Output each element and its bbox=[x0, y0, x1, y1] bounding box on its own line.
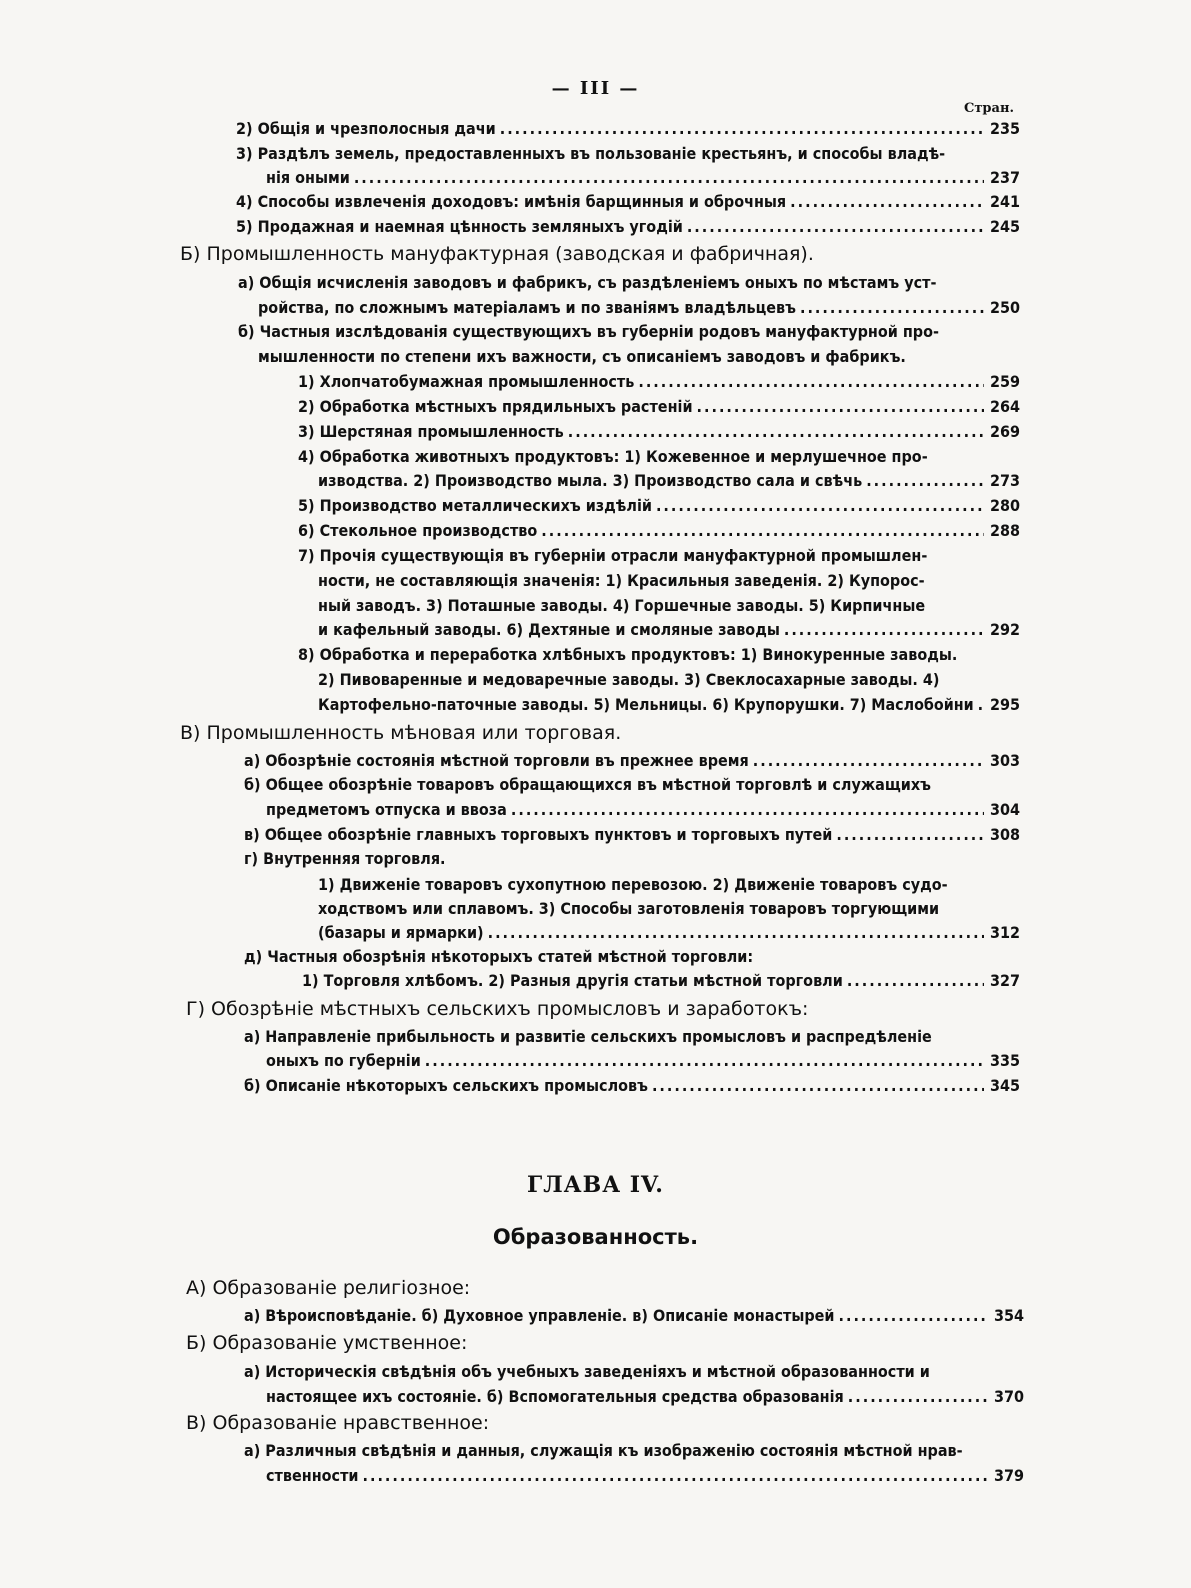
toc-entry-text: г) Внутренняя торговля. bbox=[244, 849, 446, 868]
section-heading: Б) Образованіе умственное: bbox=[186, 1332, 468, 1354]
toc-entry-text: ности, не составляющія значенія: 1) Красильныя заведенія. 2) Купорос- bbox=[318, 571, 925, 590]
chapter-subtitle: Образованность. bbox=[492, 1225, 699, 1249]
toc-entry-text: 8) Обработка и переработка хлѣбныхъ продуктовъ: 1) Винокуренные заводы. bbox=[298, 645, 958, 664]
toc-entry-text: 3) Раздѣлъ земель, предоставленныхъ въ пользованіе крестьянъ, и способы владѣ- bbox=[236, 144, 946, 163]
toc-entry: ройства, по сложнымъ матеріаламъ и по званіямъ владѣльцевъ ..... 250 bbox=[258, 297, 1020, 319]
toc-entry: а) Вѣроисповѣданіе. б) Духовное управленіе. в) Описаніе монастырей ..... 354 bbox=[244, 1305, 1024, 1327]
section-heading: В) Образованіе нравственное: bbox=[186, 1412, 490, 1434]
toc-entry-text: а) Направленіе прибыльность и развитіе сельскихъ промысловъ и распредѣленіе bbox=[244, 1027, 932, 1046]
toc-entry: нія оными ..... 237 bbox=[266, 167, 1020, 189]
toc-entry: а) Обозрѣніе состоянія мѣстной торговли въ прежнее время ..... 303 bbox=[244, 750, 1020, 772]
pages-column-label: Стран. bbox=[964, 101, 1014, 116]
toc-entry: ственности ..... 379 bbox=[266, 1465, 1024, 1487]
toc-entry-text: ный заводъ. 3) Поташные заводы. 4) Горшечные заводы. 5) Кирпичные bbox=[318, 596, 926, 615]
toc-entry-text: 2) Пивоваренные и медоваречные заводы. 3) Свеклосахарные заводы. 4) bbox=[318, 670, 940, 689]
toc-entry-text: 1) Движеніе товаровъ сухопутною перевозою. 2) Движеніе товаровъ судо- bbox=[318, 875, 948, 894]
toc-entry: 1) Торговля хлѣбомъ. 2) Разныя другія статьи мѣстной торговли ..... 327 bbox=[302, 970, 1020, 992]
toc-entry: 5) Продажная и наемная цѣнность земляныхъ угодій ..... 245 bbox=[236, 216, 1020, 238]
toc-entry-text: мышленности по степени ихъ важности, съ описаніемъ заводовъ и фабрикъ. bbox=[258, 347, 906, 366]
toc-entry-text: 7) Прочія существующія въ губерніи отрасли мануфактурной промышлен- bbox=[298, 546, 928, 565]
section-heading: А) Образованіе религіозное: bbox=[186, 1277, 471, 1299]
section-heading: В) Промышленность мѣновая или торговая. bbox=[180, 722, 622, 744]
section-heading: Б) Промышленность мануфактурная (заводская и фабричная). bbox=[180, 243, 814, 265]
toc-entry: 5) Производство металлическихъ издѣлій ..... 280 bbox=[298, 495, 1020, 517]
toc-entry: настоящее ихъ состояніе. б) Вспомогательныя средства образованія ..... 370 bbox=[266, 1386, 1024, 1408]
toc-entry-text: ходствомъ или сплавомъ. 3) Способы заготовленія товаровъ торгующими bbox=[318, 899, 940, 918]
toc-entry-text: б) Общее обозрѣніе товаровъ обращающихся въ мѣстной торговлѣ и служащихъ bbox=[244, 775, 931, 794]
toc-entry: 2) Обработка мѣстныхъ прядильныхъ растеній ..... 264 bbox=[298, 396, 1020, 418]
chapter-title: ГЛАВА IV. bbox=[527, 1172, 664, 1198]
toc-entry: изводства. 2) Производство мыла. 3) Производство сала и свѣчь ..... 273 bbox=[318, 470, 1020, 492]
toc-entry-text: б) Частныя изслѣдованія существующихъ въ губерніи родовъ мануфактурной про- bbox=[238, 322, 939, 341]
toc-entry-text: д) Частныя обозрѣнія нѣкоторыхъ статей мѣстной торговли: bbox=[244, 947, 754, 966]
toc-entry: (базары и ярмарки) ..... 312 bbox=[318, 922, 1020, 944]
section-heading: Г) Обозрѣніе мѣстныхъ сельскихъ промысловъ и заработокъ: bbox=[186, 998, 809, 1020]
toc-entry: Картофельно-паточные заводы. 5) Мельницы. 6) Крупорушки. 7) Маслобойни ..... 295 bbox=[318, 694, 1020, 716]
toc-entry: 1) Хлопчатобумажная промышленность ..... 259 bbox=[298, 371, 1020, 393]
page-number: — III — bbox=[551, 78, 640, 99]
toc-entry: и кафельный заводы. 6) Дехтяные и смоляные заводы ..... 292 bbox=[318, 619, 1020, 641]
toc-entry: 2) Общія и чрезполосныя дачи ..... 235 bbox=[236, 118, 1020, 140]
toc-entry: 6) Стекольное производство ..... 288 bbox=[298, 520, 1020, 542]
toc-entry: оныхъ по губерніи ..... 335 bbox=[266, 1050, 1020, 1072]
toc-entry-text: а) Историческія свѣдѣнія объ учебныхъ заведеніяхъ и мѣстной образованности и bbox=[244, 1362, 930, 1381]
toc-entry: предметомъ отпуска и ввоза ..... 304 bbox=[266, 799, 1020, 821]
toc-entry: б) Описаніе нѣкоторыхъ сельскихъ промысловъ ..... 345 bbox=[244, 1075, 1020, 1097]
toc-entry-text: а) Различныя свѣдѣнія и данныя, служащія къ изображенію состоянія мѣстной нрав- bbox=[244, 1441, 963, 1460]
toc-entry: в) Общее обозрѣніе главныхъ торговыхъ пунктовъ и торговыхъ путей ..... 308 bbox=[244, 824, 1020, 846]
toc-entry: 3) Шерстяная промышленность ..... 269 bbox=[298, 421, 1020, 443]
toc-entry-text: 4) Обработка животныхъ продуктовъ: 1) Кожевенное и мерлушечное про- bbox=[298, 447, 928, 466]
toc-entry-text: а) Общія исчисленія заводовъ и фабрикъ, съ раздѣленіемъ оныхъ по мѣстамъ уст- bbox=[238, 273, 937, 292]
toc-entry: 4) Способы извлеченія доходовъ: имѣнія барщинныя и оброчныя ..... 241 bbox=[236, 191, 1020, 213]
